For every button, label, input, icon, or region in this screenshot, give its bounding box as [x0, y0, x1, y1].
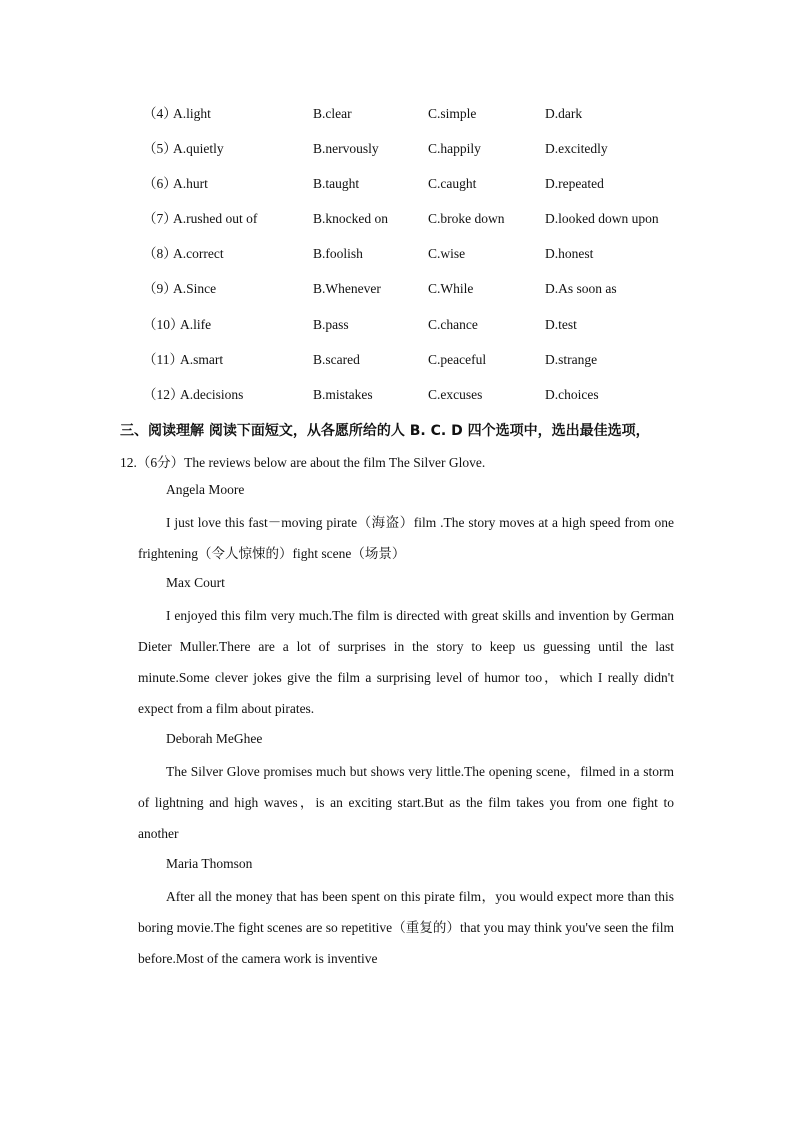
option-b: B.knocked on [313, 211, 388, 227]
option-a: A.correct [173, 246, 224, 262]
question-stem: 12.（6分）The reviews below are about the film The Silver Glove. [120, 455, 486, 470]
option-row [143, 350, 703, 385]
option-b: B.scared [313, 351, 360, 367]
option-a: A.smart [180, 351, 224, 367]
option-d: D.As soon as [545, 281, 617, 297]
option-b: B.Whenever [313, 281, 381, 297]
option-d: D.excitedly [545, 141, 608, 157]
option-d: D.strange [545, 351, 598, 367]
option-row [143, 174, 703, 209]
option-row [143, 385, 703, 420]
option-b: B.mistakes [313, 386, 373, 402]
review-text: The Silver Glove promises much but shows very little.The opening scene，filmed in a storm of lightning and high waves，is an exciting start.But as the film takes you from one fight to another [138, 764, 674, 841]
option-a: A.life [180, 316, 212, 332]
option-d: D.choices [545, 386, 599, 402]
option-row [143, 244, 703, 279]
option-row [143, 209, 703, 244]
option-b: B.nervously [313, 141, 379, 157]
option-c: C.broke down [428, 211, 505, 227]
option-b: B.taught [313, 176, 360, 192]
reviewer-name: Angela Moore [166, 482, 245, 497]
question-number: （8） [143, 246, 177, 262]
option-row [143, 315, 703, 350]
option-d: D.looked down upon [545, 211, 659, 227]
option-b: B.foolish [313, 246, 363, 262]
option-c: C.wise [428, 246, 466, 262]
review-text: After all the money that has been spent on this pirate film，you would expect more than this boring movie.The fight scenes are so repetitive（重复的）that you may think you've seen the film before.Most of the camera work is inventive [138, 889, 674, 966]
option-b: B.clear [313, 106, 352, 121]
question-number: （12） [143, 386, 184, 402]
option-d: D.repeated [545, 176, 604, 192]
review-text: I just love this fast－moving pirate（海盗）film .The story moves at a high speed from one frightening（令人惊悚的）fight scene（场景） [138, 515, 674, 561]
option-c: C.peaceful [428, 351, 487, 367]
question-number: （9） [143, 281, 177, 297]
section-heading: 三、阅读理解 阅读下面短文，从各愿所给的人 B. C. D 四个选项中，选出最佳选项， [120, 423, 650, 439]
question-number: （7） [143, 211, 177, 227]
option-c: C.happily [428, 141, 481, 157]
reviewer-name: Deborah MeGhee [166, 731, 263, 746]
question-number: （6） [143, 176, 177, 192]
question-number: （5） [143, 141, 177, 157]
option-a: A.light [173, 106, 211, 121]
option-a: A.decisions [180, 386, 244, 402]
option-b: B.pass [313, 316, 349, 332]
question-number: （10） [143, 316, 184, 332]
review-text: I enjoyed this film very much.The film is directed with great skills and invention by German Dieter Muller.There are a lot of surprises in the story to keep us guessing until the last minute.Some clever jokes give the film a surprising level of humor too，which I really didn't expect from a film about pirates. [138, 608, 674, 716]
option-a: A.rushed out of [173, 211, 258, 227]
reviewer-name: Max Court [166, 575, 225, 590]
reviewer-name: Maria Thomson [166, 856, 253, 871]
option-a: A.Since [173, 281, 217, 297]
option-d: D.dark [545, 106, 583, 121]
option-a: A.quietly [173, 141, 224, 157]
option-c: C.excuses [428, 386, 483, 402]
option-c: C.chance [428, 316, 478, 332]
option-d: D.honest [545, 246, 594, 262]
option-c: C.While [428, 281, 474, 297]
option-c: C.simple [428, 106, 477, 121]
option-c: C.caught [428, 176, 477, 192]
question-number: （11） [143, 351, 183, 367]
option-row [143, 279, 703, 314]
options-list [143, 104, 703, 420]
question-number: （4） [143, 106, 177, 121]
option-d: D.test [545, 316, 577, 332]
option-a: A.hurt [173, 176, 208, 192]
option-row [143, 139, 703, 174]
option-row [143, 104, 703, 139]
